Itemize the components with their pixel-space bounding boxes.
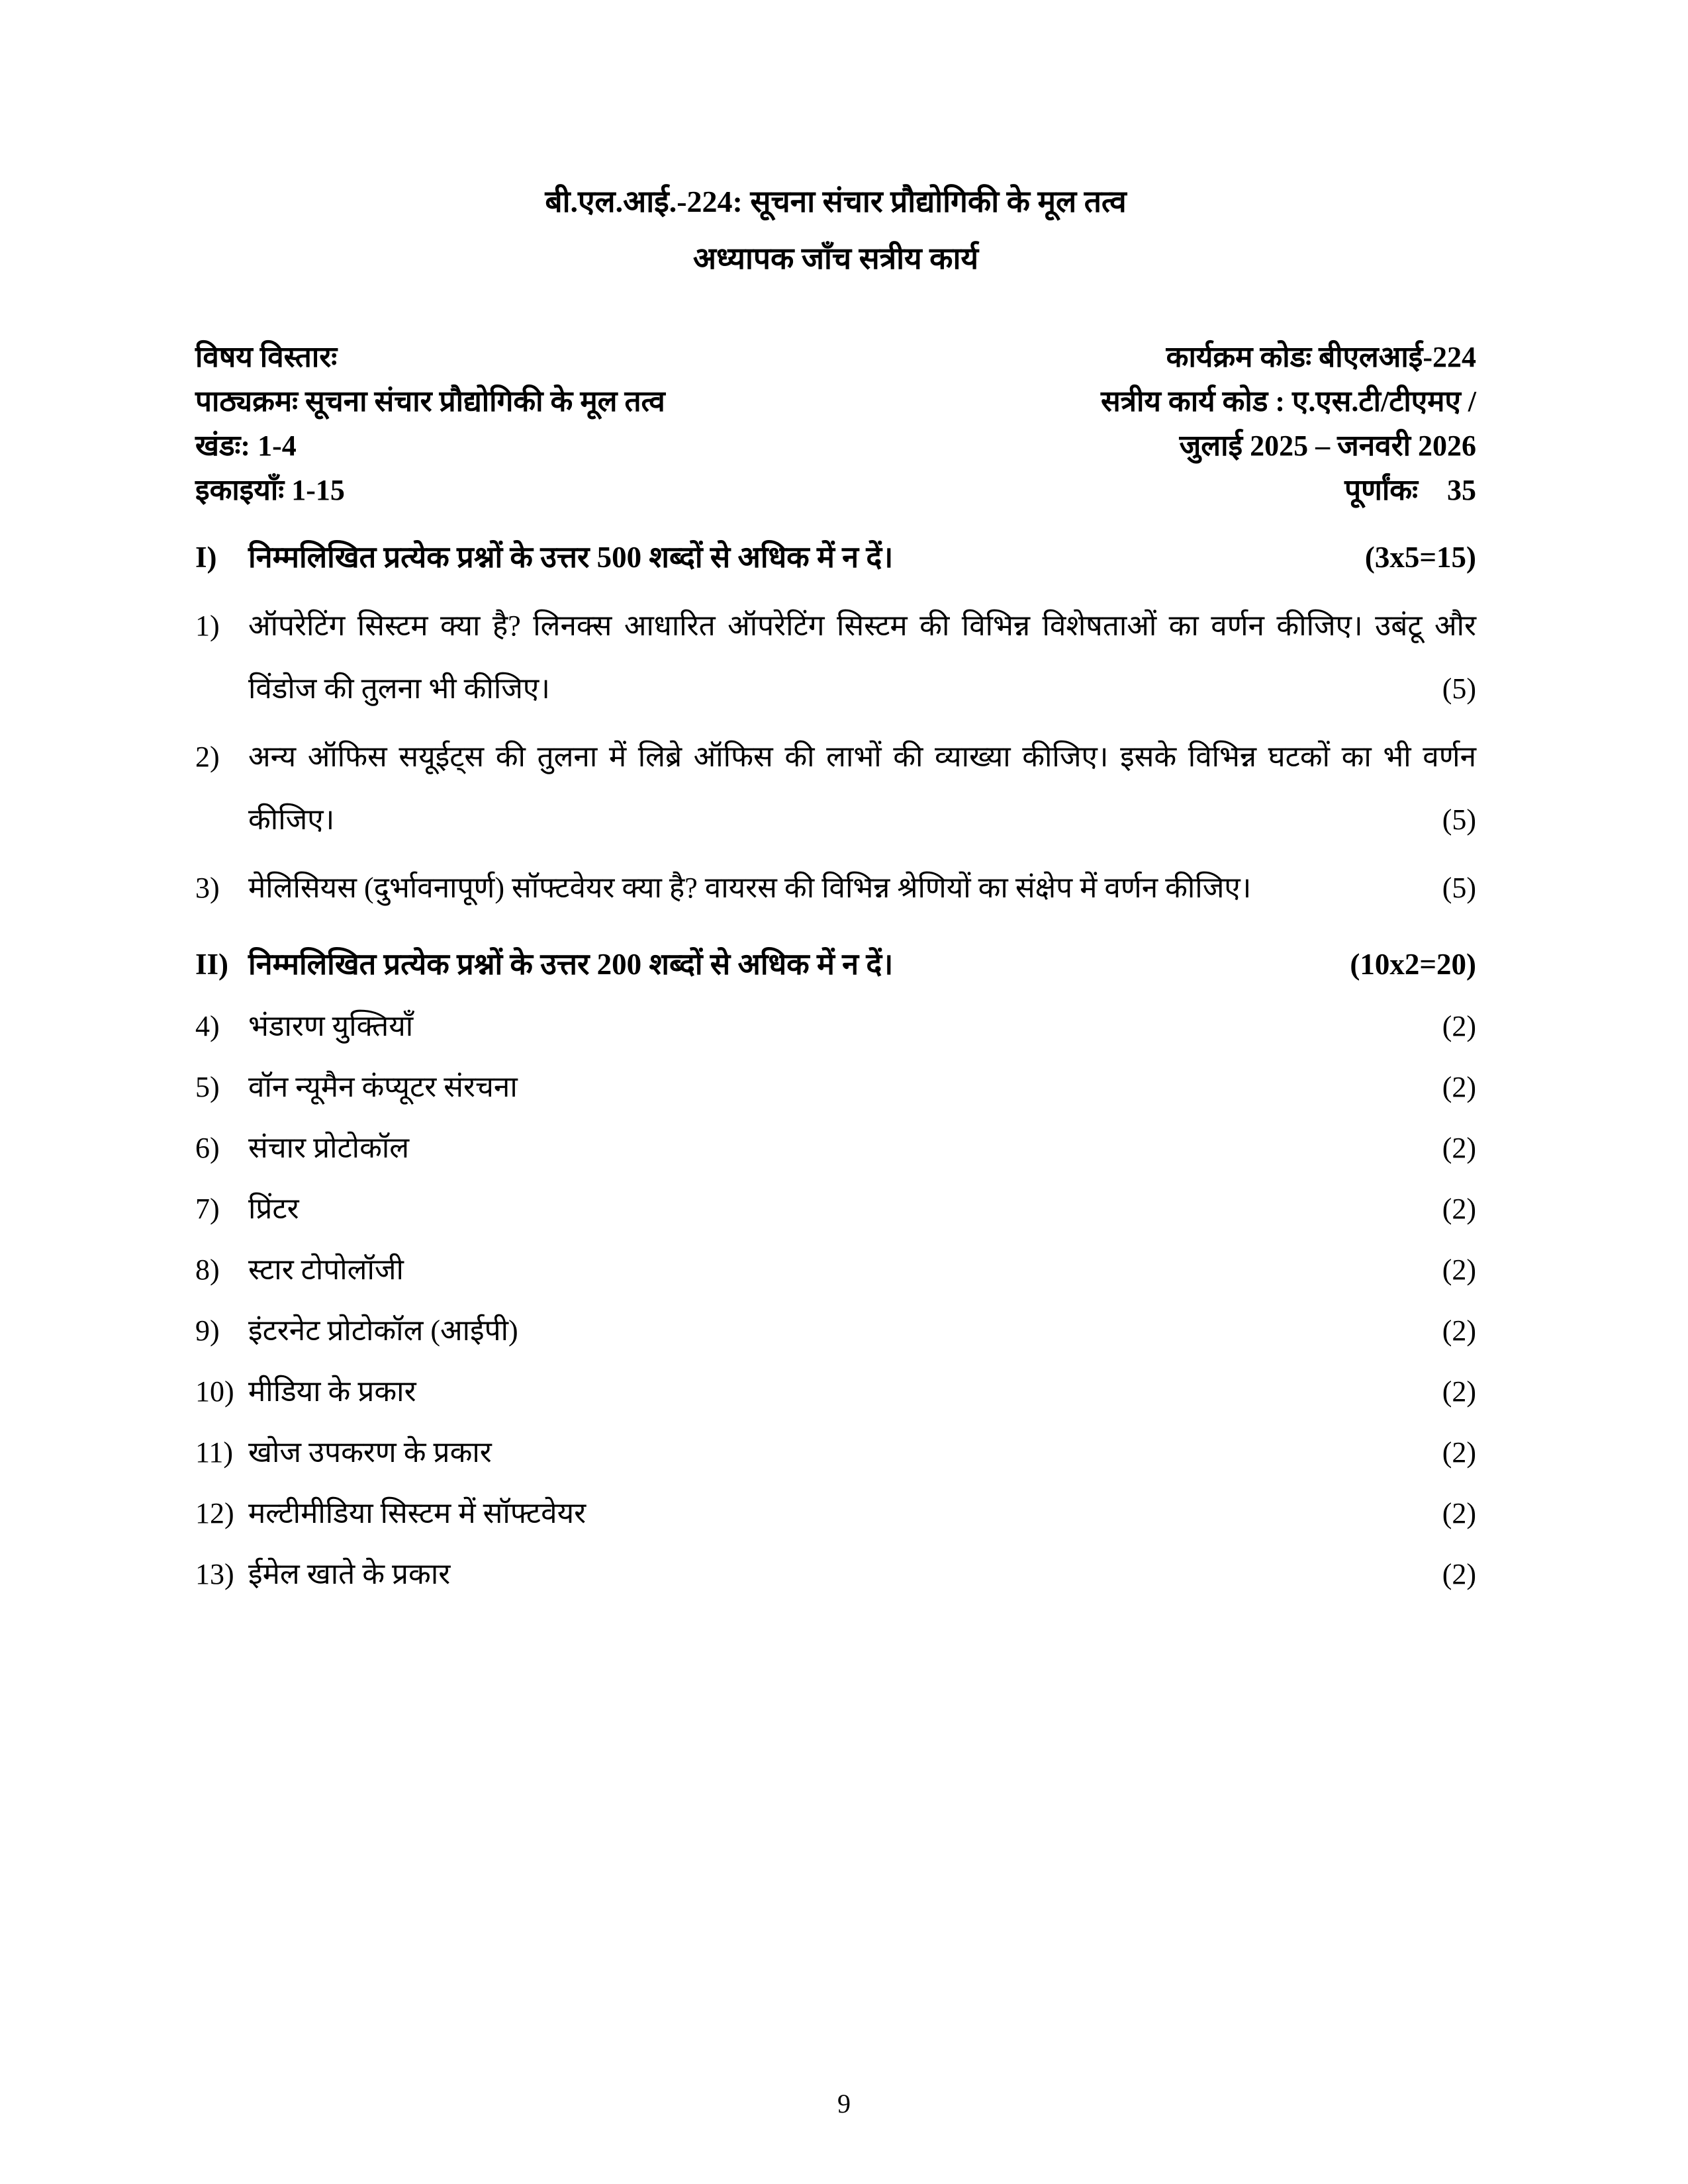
meta-row-blocks bbox=[195, 424, 1476, 468]
question-text: प्रिंटर bbox=[248, 1193, 299, 1225]
question-marks: (2) bbox=[1442, 1314, 1476, 1347]
title-block bbox=[195, 173, 1476, 287]
section-1 bbox=[195, 525, 1476, 919]
question-2 bbox=[195, 725, 1476, 851]
page-number: 9 bbox=[837, 2089, 851, 2118]
question-6 bbox=[195, 1118, 1476, 1179]
meta-row-units bbox=[195, 468, 1476, 512]
section-2-marks-scheme: (10x2=20) bbox=[1350, 948, 1476, 981]
question-number: 3) bbox=[195, 872, 220, 904]
question-3 bbox=[195, 856, 1476, 919]
programme-code: कार्यक्रम कोडः बीएलआई-224 bbox=[1166, 341, 1476, 373]
coverage-label: विषय विस्तारः bbox=[195, 341, 338, 373]
question-number: 10) bbox=[195, 1375, 234, 1408]
assignment-subtitle: अध्यापक जाँच सत्रीय कार्य bbox=[692, 242, 979, 275]
question-marks: (5) bbox=[1442, 672, 1476, 705]
section-1-instruction: निम्मलिखित प्रत्येक प्रश्नों के उत्तर 500 शब्दों से अधिक में न दें। bbox=[248, 541, 894, 574]
question-4 bbox=[195, 996, 1476, 1057]
question-marks: (2) bbox=[1442, 1375, 1476, 1408]
question-marks: (5) bbox=[1442, 803, 1476, 836]
question-5 bbox=[195, 1057, 1476, 1118]
question-text: इंटरनेट प्रोटोकॉल (आईपी) bbox=[248, 1314, 518, 1347]
question-text: मल्टीमीडिया सिस्टम में सॉफ्टवेयर bbox=[248, 1497, 586, 1529]
section-2 bbox=[195, 933, 1476, 1605]
question-text: स्टार टोपोलॉजी bbox=[248, 1253, 404, 1286]
question-number: 9) bbox=[195, 1314, 220, 1347]
blocks-range: खंडः: 1-4 bbox=[195, 430, 297, 462]
question-marks: (5) bbox=[1442, 872, 1476, 904]
question-text: अन्य ऑफिस सयूईट्स की तुलना में लिब्रे ऑफिस की लाभों की व्याख्या कीजिए। इसके विभिन्न घटकों का भी वर्णन कीजिए। bbox=[248, 741, 1476, 836]
question-number: 12) bbox=[195, 1497, 234, 1529]
question-text: वॉन न्यूमैन कंप्यूटर संरचना bbox=[248, 1071, 518, 1103]
question-number: 7) bbox=[195, 1193, 220, 1225]
question-text: संचार प्रोटोकॉल bbox=[248, 1132, 410, 1164]
question-number: 5) bbox=[195, 1071, 220, 1103]
course-name: पाठ्यक्रमः सूचना संचार प्रौद्योगिकी के मूल तत्व bbox=[195, 385, 665, 418]
question-number: 13) bbox=[195, 1558, 234, 1590]
question-12 bbox=[195, 1483, 1476, 1544]
total-marks: पूर्णांकः 35 bbox=[1344, 474, 1476, 506]
question-number: 11) bbox=[195, 1436, 234, 1469]
units-range: इकाइयाँः 1-15 bbox=[195, 474, 345, 506]
question-text: भंडारण युक्तियाँ bbox=[248, 1010, 414, 1042]
question-text: ऑपरेटिंग सिस्टम क्या है? लिनक्स आधारित ऑपरेटिंग सिस्टम की विभिन्न विशेषताओं का वर्णन कीजिए। उबंटू और विंडोज की तुलना भी कीजिए। bbox=[248, 610, 1476, 705]
question-7 bbox=[195, 1179, 1476, 1240]
question-text: मीडिया के प्रकार bbox=[248, 1375, 416, 1408]
question-1 bbox=[195, 594, 1476, 720]
question-11 bbox=[195, 1422, 1476, 1483]
question-number: 1) bbox=[195, 610, 220, 642]
question-number: 8) bbox=[195, 1253, 220, 1286]
question-text: मेलिसियस (दुर्भावनापूर्ण) सॉफ्टवेयर क्या है? वायरस की विभिन्न श्रेणियों का संक्षेप में वर्णन कीजिए। bbox=[248, 872, 1252, 904]
meta-row-coverage bbox=[195, 335, 1476, 379]
question-marks: (2) bbox=[1442, 1253, 1476, 1286]
question-text: खोज उपकरण के प्रकार bbox=[248, 1436, 492, 1469]
section-1-marks-scheme: (3x5=15) bbox=[1364, 541, 1476, 574]
section-1-numeral: I) bbox=[195, 541, 217, 574]
question-13 bbox=[195, 1544, 1476, 1605]
question-marks: (2) bbox=[1442, 1193, 1476, 1225]
question-marks: (2) bbox=[1442, 1436, 1476, 1469]
section-2-numeral: II) bbox=[195, 948, 229, 981]
question-text: ईमेल खाते के प्रकार bbox=[248, 1558, 451, 1590]
question-marks: (2) bbox=[1442, 1132, 1476, 1164]
question-10 bbox=[195, 1361, 1476, 1422]
section-1-heading bbox=[195, 525, 1476, 589]
question-number: 2) bbox=[195, 741, 220, 773]
question-marks: (2) bbox=[1442, 1071, 1476, 1103]
course-title: बी.एल.आई.-224: सूचना संचार प्रौद्योगिकी के मूल तत्व bbox=[545, 185, 1127, 218]
question-9 bbox=[195, 1300, 1476, 1361]
page-content bbox=[195, 0, 1476, 1605]
meta-table bbox=[195, 335, 1476, 512]
session-period: जुलाई 2025 – जनवरी 2026 bbox=[1179, 430, 1476, 462]
assignment-code: सत्रीय कार्य कोड : ए.एस.टी/टीएमए / bbox=[1100, 385, 1476, 418]
question-marks: (2) bbox=[1442, 1010, 1476, 1042]
meta-row-course bbox=[195, 379, 1476, 424]
question-number: 6) bbox=[195, 1132, 220, 1164]
question-marks: (2) bbox=[1442, 1558, 1476, 1590]
question-8 bbox=[195, 1240, 1476, 1300]
section-2-instruction: निम्मलिखित प्रत्येक प्रश्नों के उत्तर 200 शब्दों से अधिक में न दें। bbox=[248, 948, 894, 981]
section-2-heading bbox=[195, 933, 1476, 996]
question-number: 4) bbox=[195, 1010, 220, 1042]
question-marks: (2) bbox=[1442, 1497, 1476, 1529]
